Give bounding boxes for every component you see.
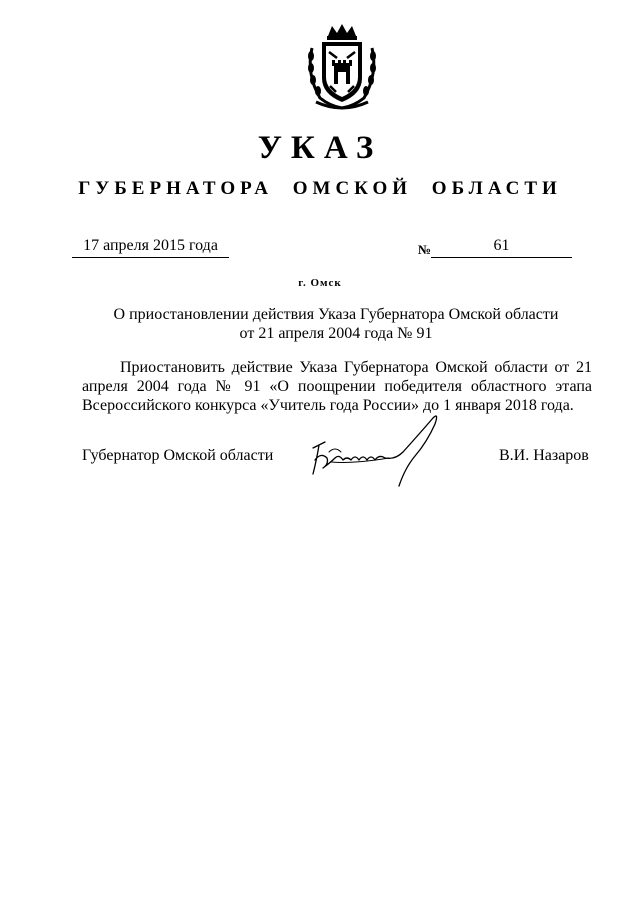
issuer-subtitle: ГУБЕРНАТОРА ОМСКОЙ ОБЛАСТИ — [78, 178, 562, 199]
handwritten-signature-icon — [305, 412, 445, 490]
body-paragraph: Приостановить действие Указа Губернатора Омской области от 21 апреля 2004 года № 91 «О поощрении победителя областного этапа Всероссийского конкурса «Учитель года России» до 1 января 2018 года. — [82, 359, 592, 414]
document-body — [82, 358, 592, 415]
coat-of-arms-icon — [302, 22, 382, 110]
number-sign: № — [418, 242, 432, 257]
signer-title: Губернатор Омской области — [82, 447, 274, 464]
document-number: 61 — [431, 236, 572, 258]
signer-name: В.И. Назаров — [499, 447, 589, 464]
heading-line-2: от 21 апреля 2004 года № 91 — [239, 325, 433, 342]
document-date: 17 апреля 2015 года — [72, 236, 229, 258]
document-title: УКАЗ — [257, 130, 383, 166]
heading-line-1: О приостановлении действия Указа Губернатора Омской области — [113, 306, 559, 323]
document-heading — [0, 305, 640, 343]
city-label: г. Омск — [298, 277, 342, 289]
